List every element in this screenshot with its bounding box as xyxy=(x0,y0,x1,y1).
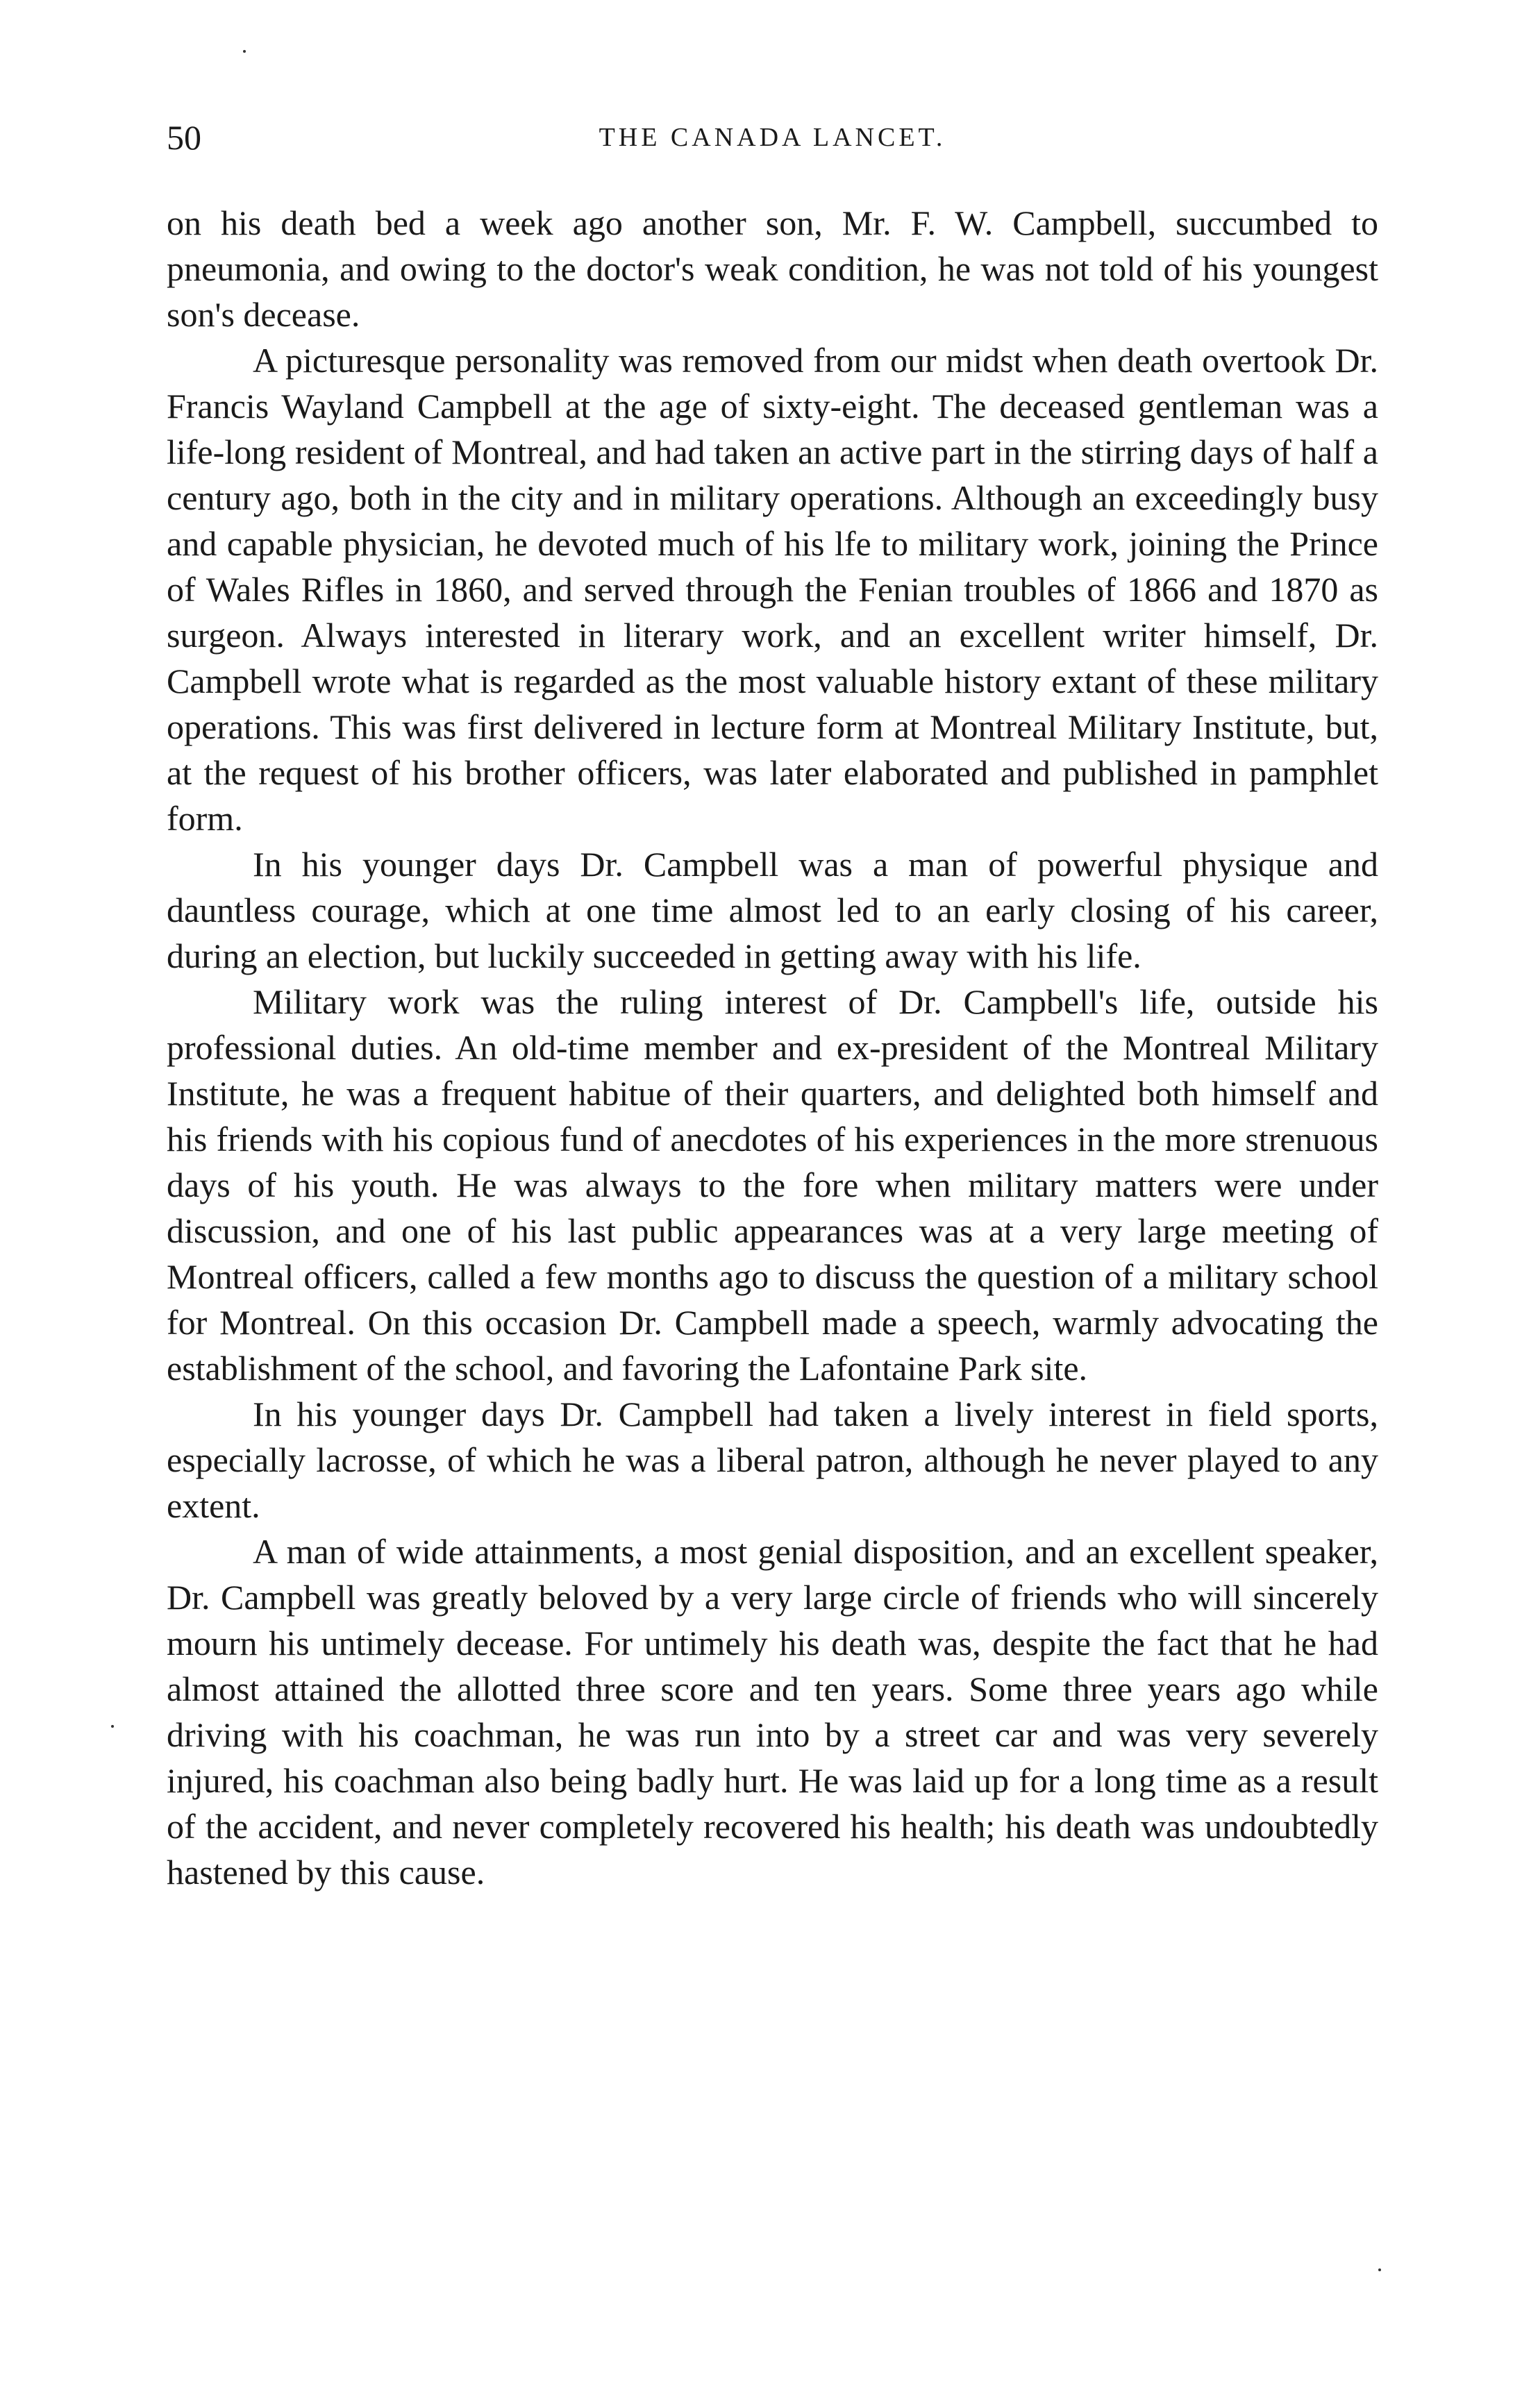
paper-speck xyxy=(111,1725,114,1728)
paragraph: In his younger days Dr. Campbell was a man of powerful physique and dauntless courage, which at one time almost led to an early closing of his career, during an election, but luckily succeeded in getting away with his life. xyxy=(167,845,1378,975)
running-head: THE CANADA LANCET. xyxy=(599,123,946,152)
page-number: 50 xyxy=(167,118,201,157)
paragraph: A picturesque personality was removed from our midst when death overtook Dr. Francis Wayland Campbell at the age of sixty-eight. The deceased gentleman was a life-long resident of Montreal, and had taken an active part in the stirring days of half a century ago, both in the city and in military operations. Although an exceedingly busy and capable physician, he devoted much of his lfe to military work, joining the Prince of Wales Rifles in 1860, and served through the Fenian troubles of 1866 and 1870 as surgeon. Always interested in literary work, and an excellent writer himself, Dr. Campbell wrote what is regarded as the most valuable history extant of these military operations. This was first delivered in lecture form at Montreal Military Institute, but, at the request of his brother officers, was later elaborated and published in pamphlet form. xyxy=(167,341,1378,838)
page-header xyxy=(167,110,1378,165)
paragraph: on his death bed a week ago another son, Mr. F. W. Campbell, succumbed to pneumonia, and owing to the doctor's weak condition, he was not told of his youngest son's decease. xyxy=(167,203,1378,334)
paragraph: A man of wide attainments, a most genial disposition, and an excellent speaker, Dr. Campbell was greatly beloved by a very large circle of friends who will sincerely mourn his untimely decease. For untimely his death was, despite the fact that he had almost attained the allotted three score and ten years. Some three years ago while driving with his coachman, he was run into by a street car and was very severely injured, his coachman also being badly hurt. He was laid up for a long time as a result of the accident, and never completely recovered his health; his death was undoubtedly hastened by this cause. xyxy=(167,1532,1378,1892)
paragraph: Military work was the ruling interest of Dr. Campbell's life, outside his professional duties. An old-time member and ex-president of the Montreal Military Institute, he was a frequent habitue of their quarters, and delighted both himself and his friends with his copious fund of anecdotes of his experiences in the more strenuous days of his youth. He was always to the fore when military matters were under discussion, and one of his last public appearances was at a very large meeting of Montreal officers, called a few months ago to discuss the question of a military school for Montreal. On this occasion Dr. Campbell made a speech, warmly advocating the establishment of the school, and favoring the Lafontaine Park site. xyxy=(167,982,1378,1388)
paper-speck xyxy=(243,50,246,53)
paper-speck xyxy=(1378,2268,1381,2271)
paragraph: In his younger days Dr. Campbell had taken a lively interest in field sports, especially lacrosse, of which he was a liberal patron, although he never played to any extent. xyxy=(167,1395,1378,1525)
article-body xyxy=(167,200,1378,1895)
